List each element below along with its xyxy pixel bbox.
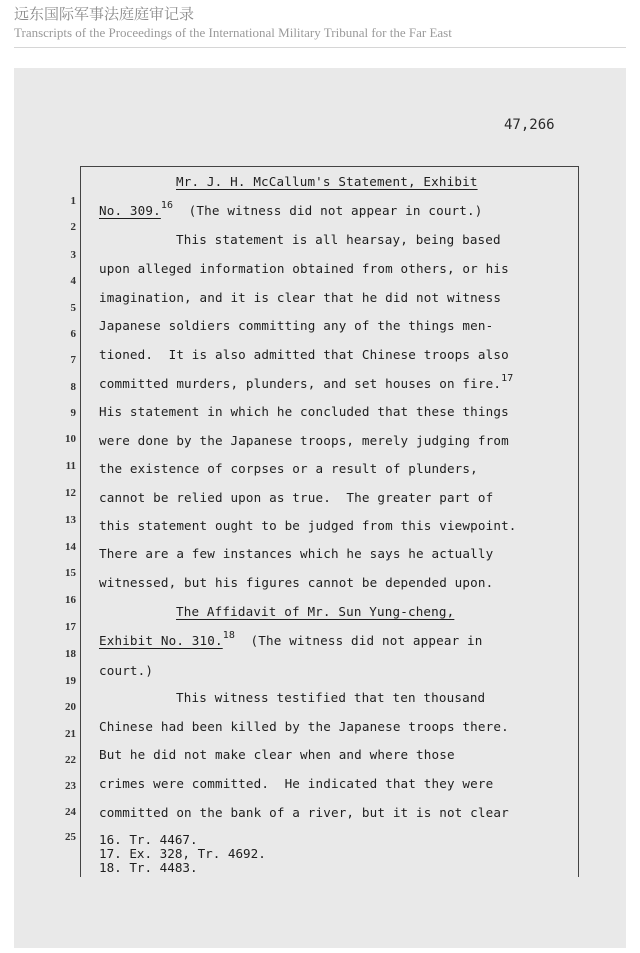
line-number: 5 [70,302,76,314]
line-number: 2 [70,221,76,233]
text-line: committed on the bank of a river, but it is not clear [99,805,509,820]
line-number: 22 [65,754,76,766]
header-divider [14,47,626,48]
text-line: This statement is all hearsay, being based [176,232,501,247]
line-number: 12 [65,487,76,499]
section-heading [176,174,478,189]
page-number: 47,266 [504,117,555,133]
line-number: 23 [65,780,76,792]
footnote-ref: 17 [501,372,514,384]
line-number: 17 [65,621,76,633]
section-heading [176,604,454,619]
line-number: 19 [65,675,76,687]
line-number: 9 [70,407,76,419]
line-number: 15 [65,567,76,579]
line-number: 8 [70,381,76,393]
line-number: 1 [70,195,76,207]
line-number: 10 [65,433,76,445]
exhibit-number: Exhibit No. 310. [99,633,223,648]
line-number: 3 [70,249,76,261]
text-line: There are a few instances which he says he actually [99,546,494,561]
line-number: 6 [70,328,76,340]
text-line [99,372,514,391]
line-number: 13 [65,514,76,526]
section-heading-continued [99,199,483,218]
line-number: 24 [65,806,76,818]
footnote: 16. Tr. 4467. [99,832,198,847]
footnote: 17. Ex. 328, Tr. 4692. [99,846,266,861]
line-number: 11 [65,460,76,472]
text-line: crimes were committed. He indicated that they were [99,776,494,791]
line-number: 16 [65,594,76,606]
text-line: cannot be relied upon as true. The greater part of [99,490,494,505]
header-title-english: Transcripts of the Proceedings of the International Military Tribunal for the Far East [14,25,452,40]
heading-text: Mr. J. H. McCallum's Statement, Exhibit [176,174,478,189]
text-line: tioned. It is also admitted that Chinese troops also [99,347,509,362]
text-line-content: committed murders, plunders, and set houses on fire. [99,376,502,391]
heading-note: (The witness did not appear in court.) [188,203,483,218]
line-number: 25 [65,831,76,843]
footnote: 18. Tr. 4483. [99,860,198,875]
line-number: 4 [70,275,76,287]
text-line: But he did not make clear when and where those [99,747,455,762]
text-line: the existence of corpses or a result of plunders, [99,461,478,476]
line-number: 21 [65,728,76,740]
text-line: witnessed, but his figures cannot be depended upon. [99,575,494,590]
header-title-chinese: 远东国际军事法庭庭审记录 [14,5,195,23]
section-heading-continued [99,629,483,648]
text-line: His statement in which he concluded that these things [99,404,509,419]
text-line: court.) [99,663,154,678]
text-line: this statement ought to be judged from this viewpoint. [99,518,517,533]
footnote-ref: 18 [222,629,236,641]
text-line: imagination, and it is clear that he did not witness [99,290,502,305]
text-line: upon alleged information obtained from others, or his [99,261,509,276]
text-line: This witness testified that ten thousand [176,690,486,705]
line-number: 14 [65,541,76,553]
site-header [14,4,452,42]
line-number: 7 [70,354,76,366]
line-number: 20 [65,701,76,713]
heading-text: The Affidavit of Mr. Sun Yung-cheng, [176,604,455,619]
line-number: 18 [65,648,76,660]
footnotes [99,833,266,875]
text-line: were done by the Japanese troops, merely judging from [99,433,509,448]
heading-note: (The witness did not appear in [250,633,483,648]
footnote-ref: 16 [160,199,174,211]
text-line: Japanese soldiers committing any of the things men- [99,318,494,333]
exhibit-number: No. 309. [99,203,161,218]
text-line: Chinese had been killed by the Japanese troops there. [99,719,509,734]
